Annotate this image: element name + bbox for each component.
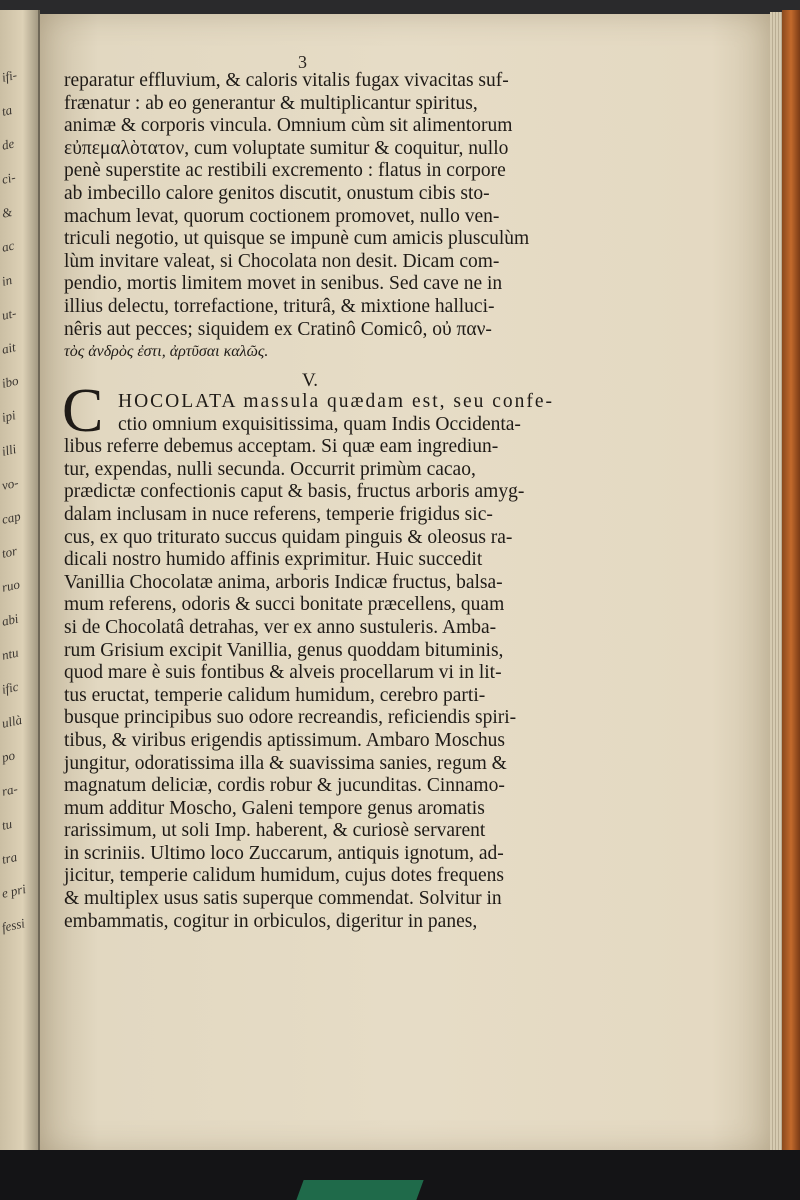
left-page-fragment: tra bbox=[0, 849, 19, 867]
text-line: tur, expendas, nulli secunda. Occurrit primùm cacao, bbox=[64, 458, 476, 480]
section-number: V. bbox=[302, 370, 319, 391]
text-line: rum Grisium excipit Vanillia, genus quoddam bituminis, bbox=[64, 639, 504, 661]
left-page-fragment: ut- bbox=[0, 305, 18, 323]
text-line: tibus, & viribus erigendis aptissimum. Ambaro Moschus bbox=[64, 729, 505, 751]
text-line: triculi negotio, ut quisque se impunè cum amicis plusculùm bbox=[64, 228, 530, 250]
text-line-greek: τὸς ἀνδρὸς ἐστι, ἀρτῦσαι καλῶς. bbox=[64, 343, 269, 361]
left-page-fragment: ra- bbox=[0, 780, 19, 799]
text-line: cus, ex quo triturato succus quidam pinguis & oleosus ra- bbox=[64, 526, 513, 548]
text-line: machum levat, quorum coctionem promovet, nullo ven- bbox=[64, 205, 500, 227]
left-page-fragment: ipi bbox=[0, 407, 17, 425]
left-page-fragment: abi bbox=[0, 610, 20, 629]
left-page-fragment: illi bbox=[0, 441, 18, 459]
text-line: frænatur : ab eo generantur & multiplicantur spiritus, bbox=[64, 92, 478, 114]
text-line: prædictæ confectionis caput & basis, fructus arboris amyg- bbox=[64, 481, 525, 503]
left-page-fragment: fessi bbox=[0, 915, 27, 935]
left-page-fragment: in bbox=[0, 272, 14, 289]
text-line: penè superstite ac restibili excremento : flatus in corpore bbox=[64, 160, 506, 182]
text-line: lùm invitare valeat, si Chocolata non desit. Dicam com- bbox=[64, 250, 500, 272]
text-line: jicitur, temperie calidum humidum, cujus dotes frequens bbox=[64, 865, 505, 887]
text-line: pendio, mortis limitem movet in senibus. Sed cave ne in bbox=[64, 273, 503, 295]
page-number: 3 bbox=[298, 52, 307, 72]
paragraph-section-v bbox=[64, 391, 554, 933]
page-stack-edge bbox=[770, 12, 782, 1152]
text-line: animæ & corporis vincula. Omnium cùm sit alimentorum bbox=[64, 115, 513, 137]
left-page-fragment: & bbox=[0, 204, 14, 221]
left-page-fragment: ific bbox=[0, 678, 20, 697]
left-page-fragment: ta bbox=[0, 102, 14, 119]
text-line: embammatis, cogitur in orbiculos, digeritur in panes, bbox=[64, 910, 478, 932]
paragraph-top bbox=[64, 70, 554, 364]
green-object bbox=[296, 1180, 423, 1200]
text-line: quod mare è suis fontibus & alveis procellarum vi in lit- bbox=[64, 662, 502, 684]
left-facing-page-edge bbox=[0, 10, 40, 1150]
text-line: in scriniis. Ultimo loco Zuccarum, antiquis ignotum, ad- bbox=[64, 842, 504, 864]
text-line: dalam inclusam in nuce referens, temperie frigidus sic- bbox=[64, 503, 493, 525]
text-line: nêris aut pecces; siquidem ex Cratinô Comicô, οὐ παν- bbox=[64, 318, 492, 340]
text-line: & multiplex usus satis superque commendat. Solvitur in bbox=[64, 888, 502, 910]
left-page-fragment: ci- bbox=[0, 169, 17, 187]
drop-cap: C bbox=[62, 377, 104, 445]
text-line: si de Chocolatâ detrahas, ver ex anno sustuleris. Amba- bbox=[64, 616, 497, 638]
book-binding bbox=[782, 10, 800, 1150]
left-page-fragment: tu bbox=[0, 816, 14, 833]
text-line: εὐπεμαλὸτατον, cum voluptate sumitur & coquitur, nullo bbox=[64, 137, 509, 159]
left-page-fragment: ac bbox=[0, 237, 16, 255]
text-line: tus eructat, temperie calidum humidum, cerebro parti- bbox=[64, 684, 486, 706]
left-page-fragment: ntu bbox=[0, 644, 20, 663]
text-line: magnatum deliciæ, cordis robur & jucunditas. Cinnamo- bbox=[64, 775, 505, 797]
left-page-fragment: de bbox=[0, 135, 16, 153]
left-page-fragment: po bbox=[0, 747, 17, 765]
left-page-fragment: ifi- bbox=[0, 67, 19, 85]
left-page-fragment: e pri bbox=[0, 881, 28, 901]
left-page-fragment: ibo bbox=[0, 372, 20, 391]
left-page-fragment: cap bbox=[0, 508, 22, 527]
text-line: jungitur, odoratissima illa & suavissima sanies, regum & bbox=[64, 752, 507, 774]
text-line: dicali nostro humido affinis exprimitur. Huic succedit bbox=[64, 549, 483, 571]
text-line: mum additur Moscho, Galeni tempore genus aromatis bbox=[64, 797, 485, 819]
left-page-fragment: ruo bbox=[0, 576, 22, 595]
text-line: busque principibus suo odore recreandis, reficiendis spiri- bbox=[64, 707, 517, 729]
left-page-fragment: ullà bbox=[0, 711, 24, 731]
left-page-fragment: tor bbox=[0, 543, 19, 561]
text-line: illius delectu, torrefactione, triturâ, & mixtione halluci- bbox=[64, 295, 495, 317]
left-page-fragment: vo- bbox=[0, 474, 20, 493]
text-line: HOCOLATA massula quædam est, seu confe- bbox=[118, 391, 555, 412]
text-line: rarissimum, ut soli Imp. haberent, & curiosè servarent bbox=[64, 820, 486, 842]
text-line: mum referens, odoris & succi bonitate præcellens, quam bbox=[64, 594, 505, 616]
left-page-fragment: ait bbox=[0, 339, 17, 357]
text-line: reparatur effluvium, & caloris vitalis fugax vivacitas suf- bbox=[64, 70, 509, 91]
text-line: ctio omnium exquisitissima, quam Indis Occidenta- bbox=[118, 413, 521, 435]
text-line: ab imbecillo calore genitos discutit, onustum cibis sto- bbox=[64, 182, 490, 204]
text-line: libus referre debemus acceptam. Si quæ eam ingrediun- bbox=[64, 436, 499, 458]
text-line: Vanillia Chocolatæ anima, arboris Indicæ fructus, balsa- bbox=[64, 571, 503, 593]
